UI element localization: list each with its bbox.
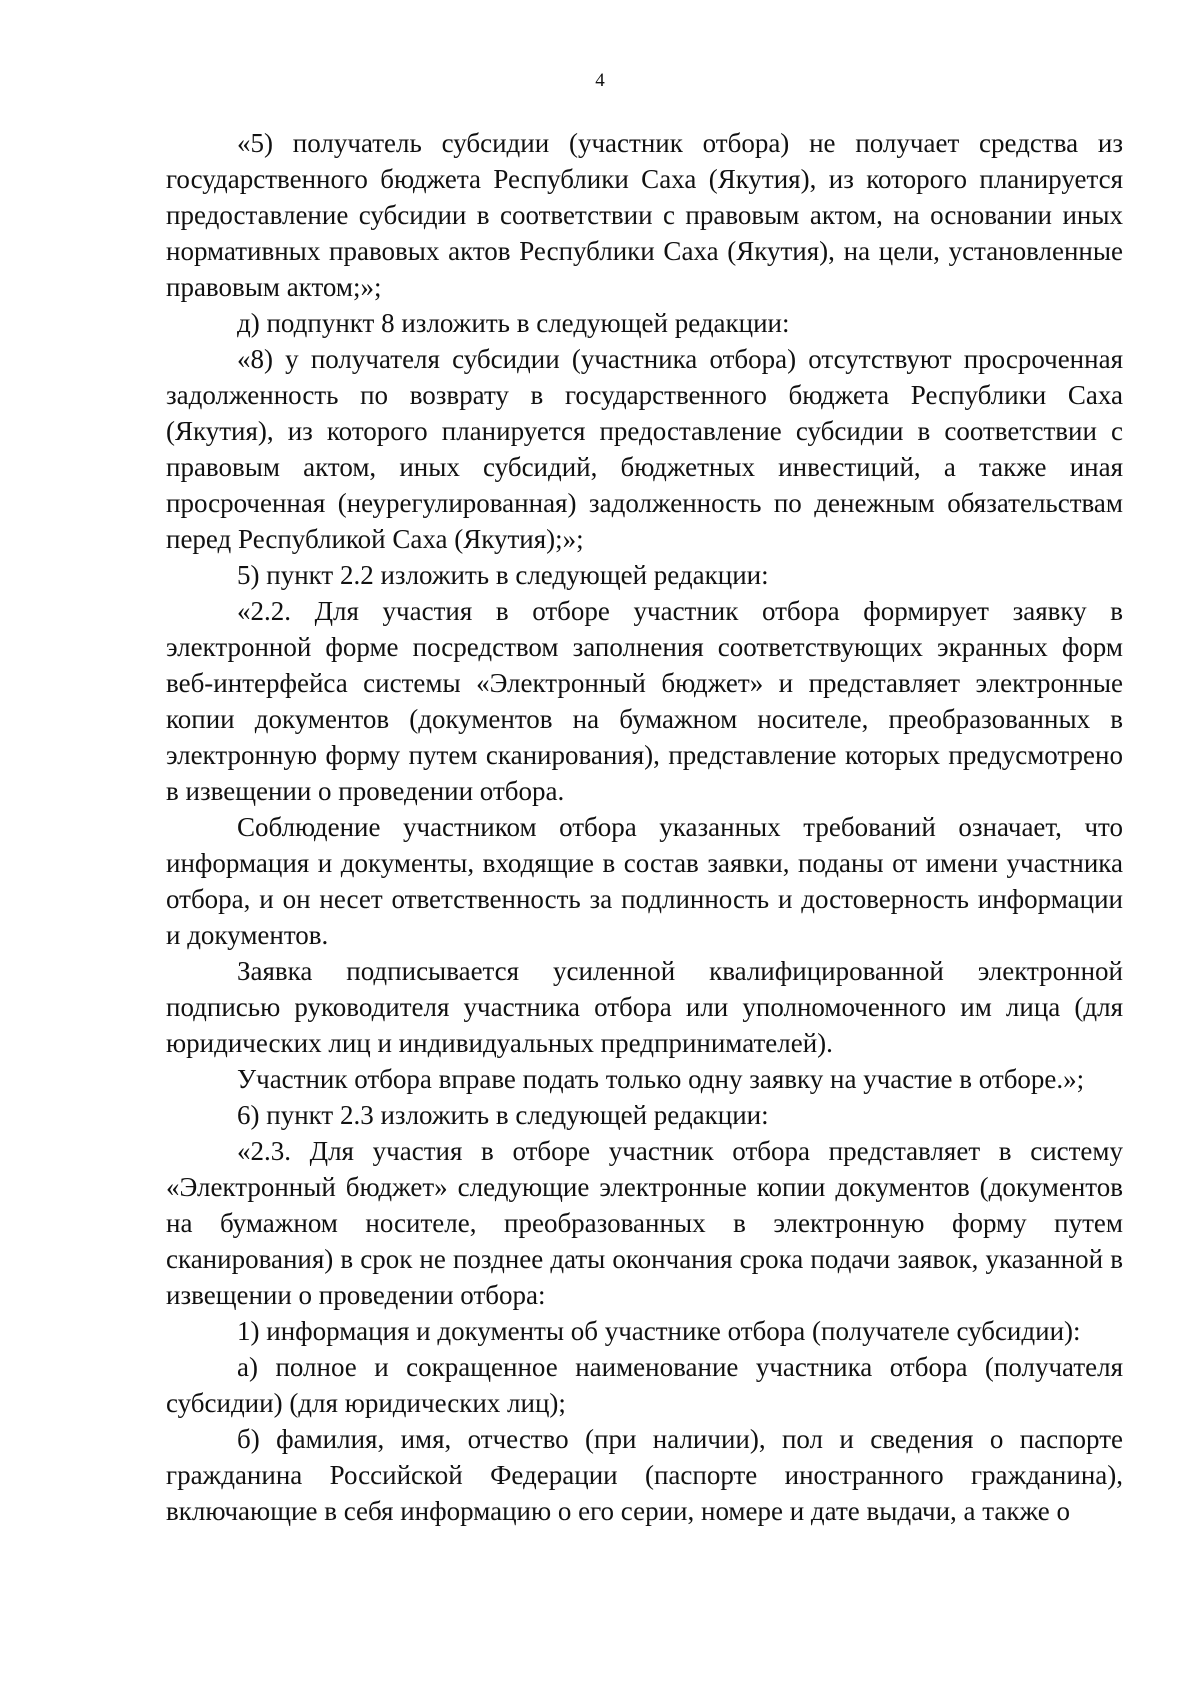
document-body: [166, 125, 1123, 1529]
paragraph-subitem-d-heading: д) подпункт 8 изложить в следующей редакции:: [237, 308, 790, 338]
paragraph-item-5-recipient-not-funded: «5) получатель субсидии (участник отбора) не получает средства из государственного бюджета Республики Саха (Якутия), из которого планируется предоставление субсидии в соответствии с правовым актом, на основании иных нормативных правовых актов Республики Саха (Якутия), на цели, установленные правовым актом;»;: [166, 128, 1123, 302]
paragraph-list-item-1: 1) информация и документы об участнике отбора (получателе субсидии):: [237, 1316, 1081, 1346]
paragraph-signature-requirement: Заявка подписывается усиленной квалифицированной электронной подписью руководителя участника отбора или уполномоченного им лица (для юридических лиц и индивидуальных предпринимателей).: [166, 956, 1123, 1058]
page-number: 4: [595, 70, 605, 91]
paragraph-clause-2-3-text: «2.3. Для участия в отборе участник отбора представляет в систему «Электронный бюджет» следующие электронные копии документов (документов на бумажном носителе, преобразованных в электронную форму путем сканирования) в срок не позднее даты окончания срока подачи заявок, указанной в извещении о проведении отбора:: [166, 1136, 1123, 1310]
paragraph-compliance-statement: Соблюдение участником отбора указанных требований означает, что информация и документы, входящие в состав заявки, поданы от имени участника отбора, и он несет ответственность за подлинность и достоверность информации и документов.: [166, 812, 1123, 950]
paragraph-clause-2-2-heading: 5) пункт 2.2 изложить в следующей редакции:: [237, 560, 769, 590]
paragraph-single-application: Участник отбора вправе подать только одну заявку на участие в отборе.»;: [237, 1064, 1085, 1094]
paragraph-clause-2-2-text: «2.2. Для участия в отборе участник отбора формирует заявку в электронной форме посредством заполнения соответствующих экранных форм веб-интерфейса системы «Электронный бюджет» и представляет электронные копии документов (документов на бумажном носителе, преобразованных в электронную форму путем сканирования), представление которых предусмотрено в извещении о проведении отбора.: [166, 596, 1123, 806]
paragraph-list-item-a: а) полное и сокращенное наименование участника отбора (получателя субсидии) (для юридических лиц);: [166, 1352, 1123, 1418]
paragraph-item-8-no-overdue-debt: «8) у получателя субсидии (участника отбора) отсутствуют просроченная задолженность по возврату в государственного бюджета Республики Саха (Якутия), из которого планируется предоставление субсидии в соответствии с правовым актом, иных субсидий, бюджетных инвестиций, а также иная просроченная (неурегулированная) задолженность по денежным обязательствам перед Республикой Саха (Якутия);»;: [166, 344, 1123, 554]
paragraph-clause-2-3-heading: 6) пункт 2.3 изложить в следующей редакции:: [237, 1100, 769, 1130]
paragraph-list-item-b: б) фамилия, имя, отчество (при наличии), пол и сведения о паспорте гражданина Российской Федерации (паспорте иностранного гражданина), включающие в себя информацию о его серии, номере и дате выдачи, а также о: [166, 1424, 1123, 1526]
